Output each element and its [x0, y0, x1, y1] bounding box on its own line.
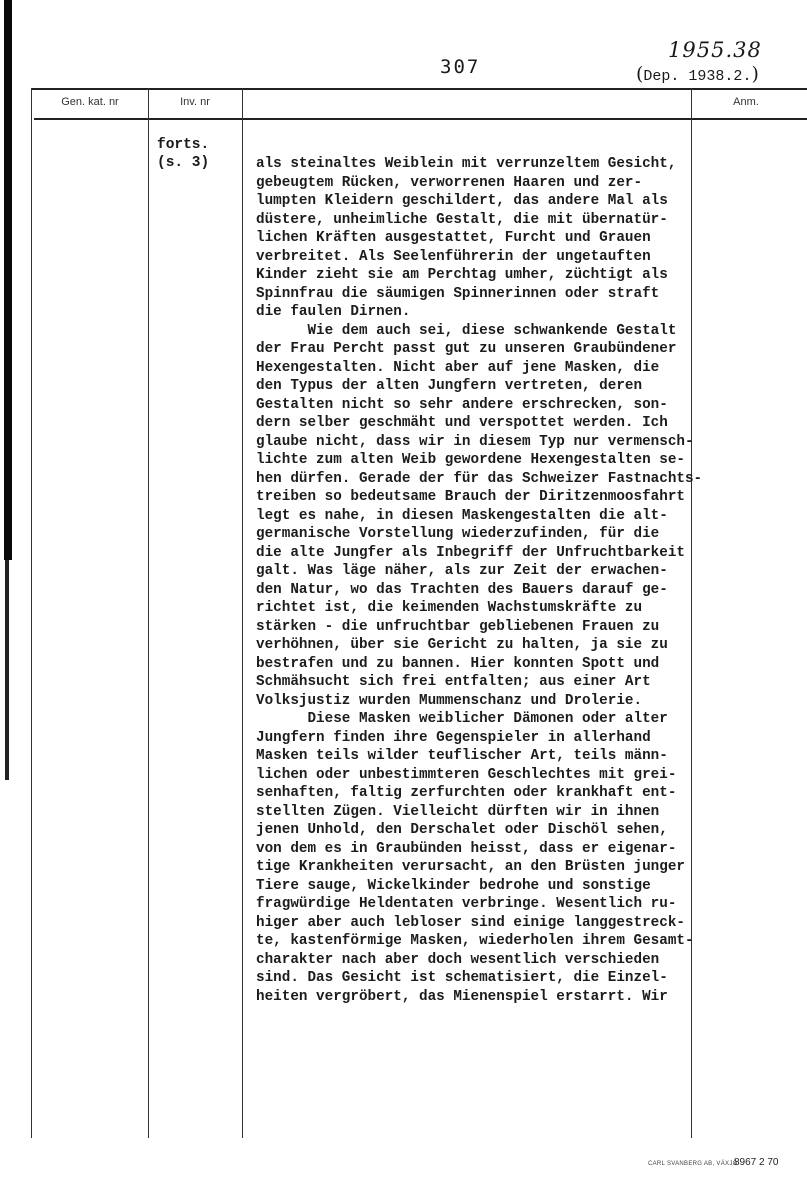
text-line: te, kastenförmige Masken, wiederholen ihrem Gesamt- [256, 933, 694, 949]
text-line: germanische Vorstellung wiederzufinden, für die [256, 526, 660, 542]
text-line: senhaften, faltig zerfurchten oder krankhaft ent- [256, 785, 677, 801]
column-divider-1 [148, 88, 149, 1138]
text-line: sind. Das Gesicht ist schematisiert, die Einzel- [256, 970, 668, 986]
text-line: heiten vergröbert, das Mienenspiel erstarrt. Wir [256, 988, 668, 1005]
text-line: richtet ist, die keimenden Wachstumskräfte zu [256, 600, 643, 616]
text-line: den Typus der alten Jungfern vertreten, deren [256, 378, 643, 394]
text-line: Tiere sauge, Wickelkinder bedrohe und sonstige [256, 877, 651, 894]
text-line: Gestalten nicht so sehr andere erschrecken, son- [256, 396, 668, 413]
text-line: bestrafen und zu bannen. Hier konnten Spott und [256, 655, 660, 672]
text-line: Masken teils wilder teuflischer Art, teils männ- [256, 748, 668, 764]
text-line: tige Krankheiten verursacht, an den Brüsten junger [256, 859, 685, 875]
entry-text [256, 155, 716, 1006]
text-line: treiben so bedeutsame Brauch der Diritzenmoosfahrt [256, 489, 685, 505]
column-divider-2 [242, 88, 243, 1138]
text-line: die faulen Dirnen. [256, 304, 411, 320]
text-line: stellten Zügen. Vielleicht dürften wir in ihnen [256, 803, 660, 820]
text-line: von dem es in Graubünden heisst, dass er eigenar- [256, 840, 677, 857]
text-line: Volksjustiz wurden Mummenschanz und Drolerie. [256, 692, 643, 709]
text-line: Jungfern finden ihre Gegenspieler in allerhand [256, 729, 651, 746]
text-line: charakter nach aber doch wesentlich verschieden [256, 951, 660, 968]
header-inv-nr: Inv. nr [180, 96, 210, 108]
text-line: der Frau Percht passt gut zu unseren Graubündener [256, 341, 677, 357]
text-line: stärken - die unfruchtbar gebliebenen Frauen zu [256, 618, 660, 635]
text-line: glaube nicht, dass wir in diesem Typ nur vermensch- [256, 433, 694, 450]
column-divider-left [31, 88, 32, 1138]
text-line: den Natur, wo das Trachten des Bauers darauf ge- [256, 581, 668, 598]
binding-edge [4, 0, 12, 560]
handwritten-catalog-number: 1955.38 [668, 38, 762, 62]
deposit-paren-close: ) [751, 63, 759, 85]
form-code: 8967 2 70 [734, 1157, 779, 1168]
text-line: lichte zum alten Weib gewordene Hexengestalten se- [256, 452, 685, 468]
text-line: verhöhnen, über sie Gericht zu halten, ja sie zu [256, 637, 668, 653]
text-line: Spinnfrau die säumigen Spinnerinnen oder straft [256, 285, 660, 302]
text-line: galt. Was läge näher, als zur Zeit der erwachen- [256, 563, 668, 579]
binding-edge-tail [5, 560, 9, 780]
text-line: lumpten Kleidern geschildert, das andere Mal als [256, 193, 668, 209]
deposit-reference [636, 63, 759, 85]
text-line: gebeugtem Rücken, verworrenen Haaren und zer- [256, 174, 643, 191]
inventory-note: forts. (s. 3) [157, 137, 210, 171]
text-line: verbreitet. Als Seelenführerin der ungetauften [256, 248, 651, 265]
text-line: Kinder zieht sie am Perchtag umher, züchtigt als [256, 267, 668, 283]
page-number: 307 [440, 56, 481, 78]
text-line: dern selber geschmäht und verspottet werden. Ich [256, 415, 668, 431]
text-line: legt es nahe, in diesen Maskengestalten die alt- [256, 507, 668, 524]
deposit-text: Dep. 1938.2. [643, 68, 752, 85]
text-line: Wie dem auch sei, diese schwankende Gestalt [256, 322, 677, 339]
text-line: hen dürfen. Gerade der für das Schweizer Fastnachts- [256, 470, 703, 487]
header-gen-kat-nr: Gen. kat. nr [61, 96, 119, 108]
printer-imprint: CARL SVANBERG AB, VÄXJÖ [648, 1161, 738, 1167]
text-line: lichen oder unbestimmteren Geschlechtes mit grei- [256, 766, 677, 783]
text-line: jenen Unhold, den Derschalet oder Dischöl sehen, [256, 822, 668, 838]
deposit-paren-open: ( [636, 63, 644, 85]
text-line: Diese Masken weiblicher Dämonen oder alter [256, 711, 668, 727]
header-anm: Anm. [733, 96, 759, 108]
text-line: die alte Jungfer als Inbegriff der Unfruchtbarkeit [256, 544, 685, 561]
text-line: higer aber auch lebloser sind einige langgestreck- [256, 914, 685, 931]
text-line: düstere, unheimliche Gestalt, die mit übernatür- [256, 211, 668, 228]
text-line: fragwürdige Heldentaten verbringe. Wesentlich ru- [256, 896, 677, 912]
text-line: lichen Kräften ausgestattet, Furcht und Grauen [256, 230, 651, 246]
text-line: Hexengestalten. Nicht aber auf jene Masken, die [256, 359, 660, 376]
text-line: Schmähsucht sich frei entfalten; aus einer Art [256, 674, 651, 690]
text-line: als steinaltes Weiblein mit verrunzeltem Gesicht, [256, 156, 677, 172]
